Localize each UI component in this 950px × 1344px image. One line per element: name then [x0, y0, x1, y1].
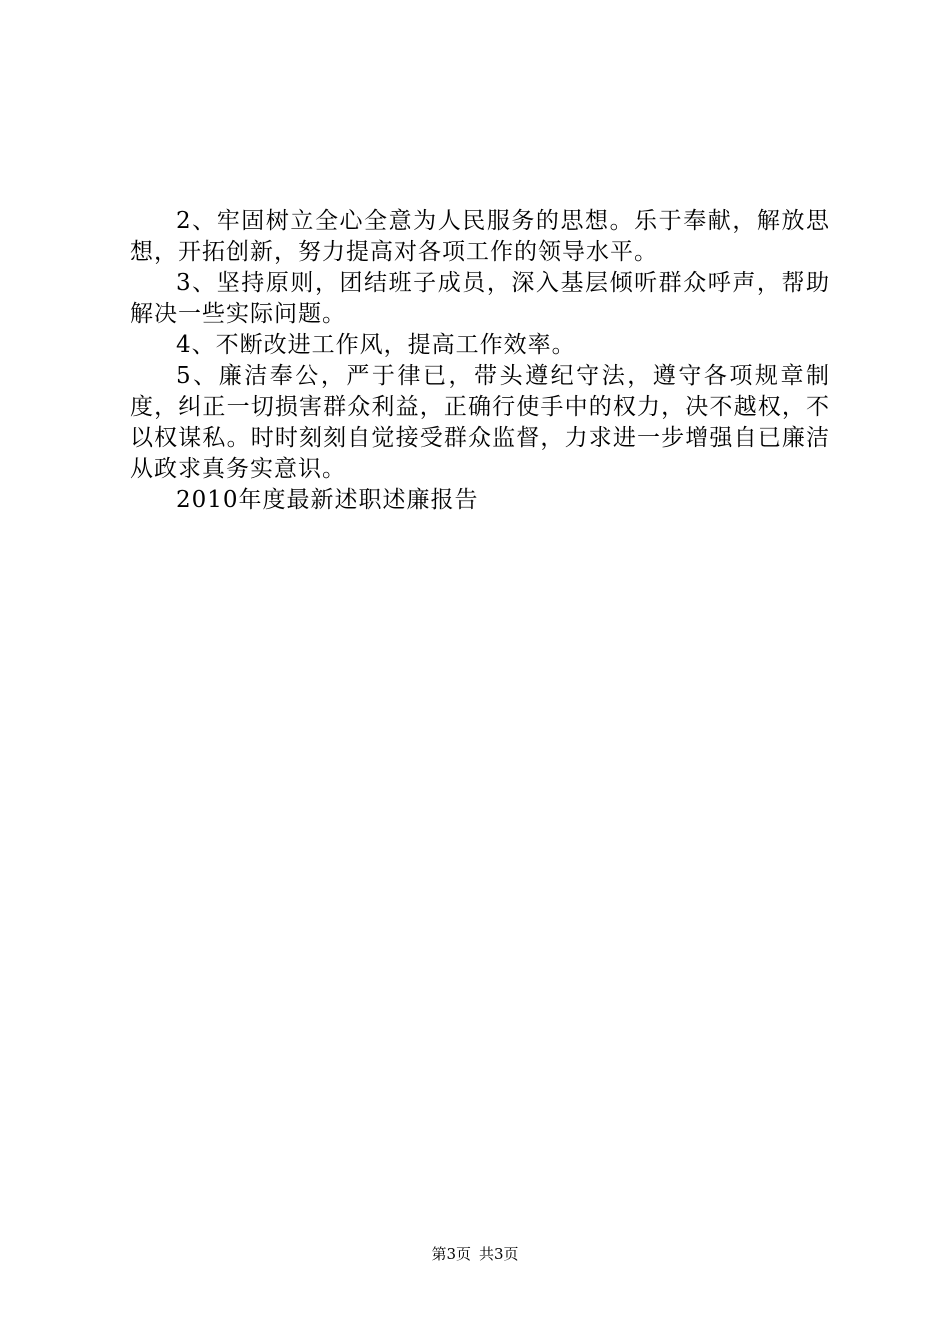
- paragraph-item-2: 2、牢固树立全心全意为人民服务的思想。乐于奉献，解放思想，开拓创新，努力提高对各项工作的领导水平。: [130, 208, 830, 265]
- report-title-line: 2010年度最新述职述廉报告: [176, 487, 479, 513]
- paragraph-item-4: 4、不断改进工作风，提高工作效率。: [176, 332, 576, 358]
- page-footer: [0, 1244, 950, 1264]
- page-total: 共3页: [479, 1245, 519, 1263]
- page-number: 第3页: [431, 1245, 471, 1263]
- paragraph-item-3: 3、坚持原则，团结班子成员，深入基层倾听群众呼声，帮助解决一些实际问题。: [130, 270, 830, 327]
- paragraph-item-5: 5、廉洁奉公，严于律已，带头遵纪守法，遵守各项规章制度，纠正一切损害群众利益，正确行使手中的权力，决不越权，不以权谋私。时时刻刻自觉接受群众监督，力求进一步增强自已廉洁从政求真务实意识。: [130, 363, 830, 482]
- document-body: [130, 206, 830, 516]
